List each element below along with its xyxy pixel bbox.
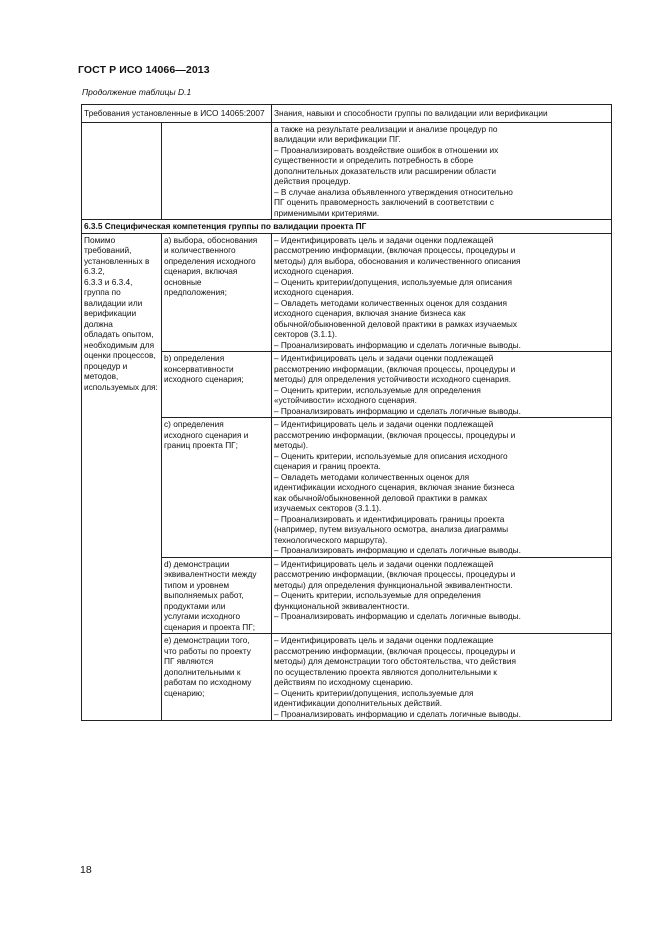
text-line: идентификации дополнительных действий.: [274, 698, 443, 708]
continued-cell-2: [162, 122, 272, 220]
text-line: – Идентифицировать цель и задачи оценки подлежащей: [274, 558, 494, 569]
text-line: е) демонстрации того,: [164, 635, 250, 645]
requirement-cell: [82, 233, 162, 721]
item-cell: [162, 634, 272, 721]
document-header: ГОСТ Р ИСО 14066—2013: [78, 64, 210, 76]
text-line: – Проанализировать информацию и сделать логичные выводы.: [274, 405, 521, 416]
text-line: ПГ являются: [164, 656, 214, 666]
table-header-row: [82, 105, 612, 123]
continued-cell-1: [82, 122, 162, 220]
text-line: рассмотрению информации, (включая процессы, процедуры и: [274, 363, 516, 374]
text-line: исходного сценария, включая знание бизнеса как: [274, 308, 466, 318]
text-line: – Идентифицировать цель и задачи оценки подлежащей: [274, 353, 494, 363]
text-line: действиям по исходному сценарию.: [274, 677, 413, 687]
text-line: по осуществлению проекта являются дополнительными к: [274, 666, 497, 677]
text-line: а также на результате реализации и анализе процедур по: [274, 123, 498, 134]
item-cell: [162, 557, 272, 634]
text-line: 6.3.3 и 6.3.4, группа по: [84, 276, 133, 297]
text-line: установленных в 6.3.2,: [84, 255, 150, 276]
text-line: функциональной эквивалентности.: [274, 600, 410, 611]
text-line: – Оценить критерии/допущения, используемые для: [274, 687, 474, 698]
text-line: исходного сценария;: [164, 374, 244, 384]
section-title: 6.3.5 Специфическая компетенция группы по валидации проекта ПГ: [82, 220, 612, 234]
text-line: валидации или верификации ПГ.: [274, 134, 401, 144]
table-row: [82, 352, 612, 418]
text-line: продуктами или: [164, 600, 226, 611]
text-line: рассмотрению информации, (включая процессы, процедуры и: [274, 645, 516, 656]
text-line: исходного сценария и: [164, 429, 249, 440]
text-line: используемых для:: [84, 381, 158, 392]
text-line: рассмотрению информации, (включая процессы, процедуры и: [274, 245, 516, 255]
text-line: выполняемых работ,: [164, 590, 244, 600]
text-line: применимыми критериями.: [274, 207, 380, 218]
table-row: [82, 634, 612, 721]
column-header-knowledge: Знания, навыки и способности группы по валидации или верификации: [272, 105, 612, 123]
text-line: методы).: [274, 440, 309, 450]
section-row: [82, 220, 612, 234]
text-line: (например, путем визуального осмотра, анализа диаграммы: [274, 524, 509, 534]
text-line: «устойчивости» исходного сценария.: [274, 395, 417, 405]
text-line: а) выбора, обоснования: [164, 234, 258, 245]
text-line: работам по исходному: [164, 677, 252, 687]
requirements-table: [81, 104, 612, 721]
column-header-requirements: Требования установленные в ИСО 14065:2007: [82, 105, 272, 123]
text-line: методы) для определения функциональной эквивалентности.: [274, 579, 513, 590]
text-line: – Идентифицировать цель и задачи оценки подлежащей: [274, 234, 494, 245]
text-line: типом и уровнем: [164, 579, 230, 590]
item-cell: [162, 352, 272, 418]
knowledge-cell: [272, 418, 612, 558]
text-line: верификации должна: [84, 308, 137, 329]
text-line: эквивалентности между: [164, 569, 257, 579]
text-line: оценки процессов,: [84, 350, 156, 360]
table-row: [82, 418, 612, 558]
text-line: – Идентифицировать цель и задачи оценки подлежащей: [274, 419, 494, 429]
text-line: исходного сценария.: [274, 266, 354, 276]
text-line: d) демонстрации: [164, 558, 230, 569]
text-line: процедур и методов,: [84, 360, 128, 381]
continued-row: [82, 122, 612, 220]
text-line: сценария и границ проекта.: [274, 461, 381, 471]
text-line: сценария, включая: [164, 266, 238, 276]
text-line: – Оценить критерии, используемые для определения: [274, 590, 481, 600]
text-line: b) определения: [164, 353, 225, 363]
text-line: технологического маршрута).: [274, 534, 388, 545]
text-line: методы) для выбора, обоснования и количественного описания: [274, 255, 521, 266]
item-cell: [162, 233, 272, 352]
knowledge-cell: [272, 352, 612, 418]
table-row: [82, 233, 612, 352]
text-line: – Овладеть методами количественных оценок для создания: [274, 297, 508, 308]
text-line: изучаемых секторов (3.1.1).: [274, 503, 382, 513]
text-line: методы) для определения устойчивости исходного сценария.: [274, 374, 512, 384]
table-row: [82, 557, 612, 634]
knowledge-cell: [272, 634, 612, 721]
text-line: – Проанализировать воздействие ошибок в отношении их: [274, 144, 499, 155]
table-caption: Продолжение таблицы D.1: [82, 87, 192, 97]
text-line: – Овладеть методами количественных оценок для: [274, 471, 470, 482]
text-line: – Оценить критерии/допущения, используемые для описания: [274, 276, 512, 287]
knowledge-cell: [272, 233, 612, 352]
text-line: идентификации исходного сценария, включая знание бизнеса: [274, 482, 515, 492]
text-line: валидации или: [84, 297, 143, 308]
text-line: – Проанализировать и идентифицировать границы проекта: [274, 513, 505, 524]
text-line: ПГ оценить правомерность заключений в соответствии с: [274, 197, 495, 207]
text-line: что работы по проекту: [164, 645, 251, 656]
text-line: основные: [164, 276, 202, 287]
text-line: определения исходного: [164, 255, 256, 266]
text-line: – Проанализировать информацию и сделать логичные выводы.: [274, 339, 521, 350]
text-line: обычной/обыкновенной деловой практики в рамках изучаемых: [274, 318, 518, 329]
text-line: с) определения: [164, 419, 224, 429]
page-number: 18: [80, 864, 92, 876]
text-line: – Идентифицировать цель и задачи оценки подлежащие: [274, 635, 494, 645]
text-line: сценария и проекта ПГ;: [164, 621, 256, 632]
continued-knowledge-cell: [272, 122, 612, 220]
text-line: сценарию;: [164, 687, 205, 698]
text-line: дополнительными к: [164, 666, 241, 677]
item-cell: [162, 418, 272, 558]
text-line: действия процедур.: [274, 176, 351, 186]
text-line: – Оценить критерии, используемые для описания исходного: [274, 450, 508, 461]
text-line: – Проанализировать информацию и сделать логичные выводы.: [274, 611, 521, 621]
text-line: дополнительных доказательств или расширении области: [274, 165, 497, 176]
text-line: – В случае анализа объявленного утверждения относительно: [274, 186, 513, 197]
text-line: рассмотрению информации, (включая процессы, процедуры и: [274, 569, 516, 579]
text-line: и количественного: [164, 245, 236, 255]
text-line: рассмотрению информации, (включая процессы, процедуры и: [274, 429, 516, 440]
text-line: услугами исходного: [164, 611, 241, 621]
text-line: границ проекта ПГ;: [164, 440, 238, 450]
text-line: методы) для демонстрации того обстоятельства, что действия: [274, 656, 516, 666]
text-line: секторов (3.1.1).: [274, 329, 338, 339]
text-line: – Проанализировать информацию и сделать логичные выводы.: [274, 708, 521, 719]
text-line: – Оценить критерии, используемые для определения: [274, 384, 481, 395]
text-line: Помимо требований,: [84, 234, 132, 255]
text-line: как обычной/обыкновенной деловой практики в рамках: [274, 492, 488, 503]
text-line: исходного сценария.: [274, 287, 354, 297]
knowledge-cell: [272, 557, 612, 634]
text-line: – Проанализировать информацию и сделать логичные выводы.: [274, 545, 521, 555]
text-line: предположения;: [164, 287, 227, 297]
text-line: необходимым для: [84, 339, 155, 350]
text-line: существенности и определить потребность в сборе: [274, 155, 474, 165]
text-line: консервативности: [164, 363, 234, 374]
text-line: обладать опытом,: [84, 329, 154, 339]
